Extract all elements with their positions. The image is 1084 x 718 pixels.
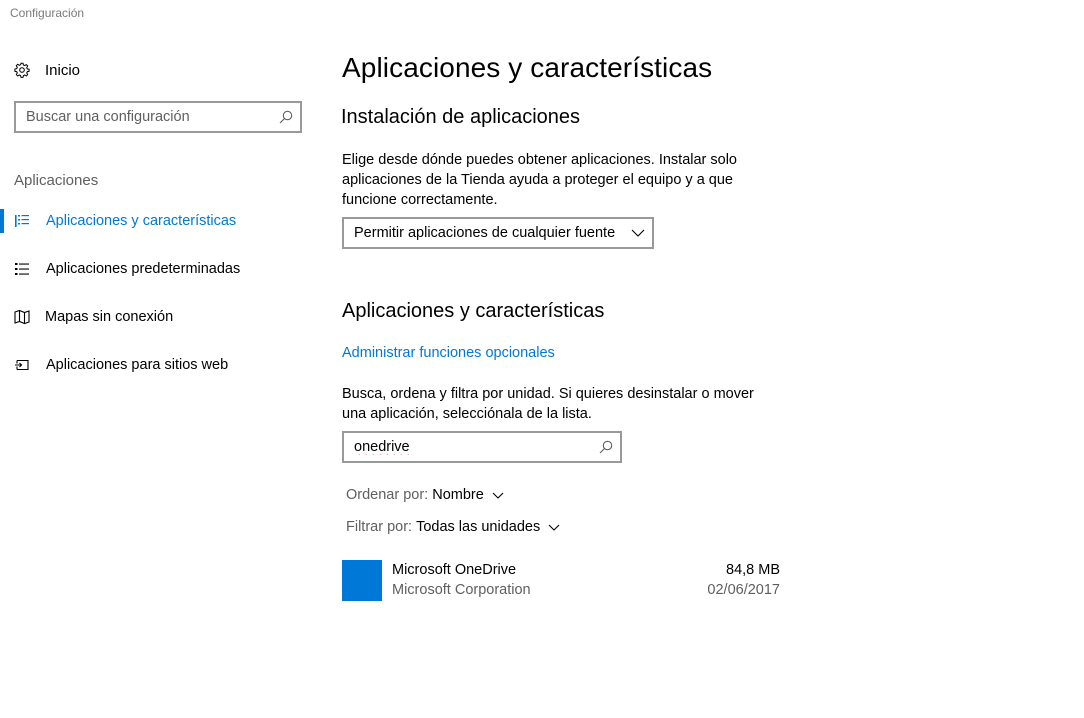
settings-search-input[interactable] [26,109,272,125]
default-apps-icon [14,261,30,277]
sort-label: Ordenar por: [346,487,429,503]
home-label: Inicio [45,61,81,79]
app-search-input[interactable] [354,439,592,455]
web-apps-icon [14,357,30,373]
filter-value: Todas las unidades [416,519,541,535]
apps-heading: Aplicaciones y características [342,300,605,322]
app-source-dropdown[interactable] [342,217,654,249]
selection-indicator [0,209,4,233]
sidebar-item-label: Aplicaciones y características [46,213,237,229]
chevron-down-icon [548,519,560,535]
app-size: 84,8 MB [726,562,780,578]
page-title: Aplicaciones y características [342,52,713,83]
filter-label: Filtrar por: [346,519,413,535]
app-search-box[interactable] [342,431,622,463]
sort-value: Nombre [432,487,484,503]
app-list-item[interactable] [342,560,782,602]
app-tile-icon [342,560,382,601]
dropdown-value: Permitir aplicaciones de cualquier fuente [354,225,616,241]
gear-icon [14,62,30,78]
settings-search-box[interactable] [14,101,302,133]
apps-features-icon [14,213,30,229]
chevron-down-icon [492,487,504,503]
filter-by-control[interactable] [346,516,560,538]
sidebar [0,0,320,718]
app-name: Microsoft OneDrive [392,562,517,578]
sidebar-item-apps-features[interactable] [0,201,320,241]
manage-optional-features-link[interactable]: Administrar funciones opcionales [342,345,555,361]
apps-description: Busca, ordena y filtra por unidad. Si quieres desinstalar o mover una aplicación, selecciónala de la lista. [342,386,754,422]
install-description: Elige desde dónde puedes obtener aplicaciones. Instalar solo aplicaciones de la Tienda ayuda a proteger el equipo y a que funcione correctamente. [342,152,737,208]
chevron-down-icon [624,229,652,237]
app-publisher: Microsoft Corporation [392,582,531,598]
install-heading: Instalación de aplicaciones [341,106,581,128]
sidebar-item-web-apps[interactable] [0,345,320,385]
map-icon [14,309,30,325]
sidebar-item-offline-maps[interactable] [0,297,320,337]
home-nav-item[interactable] [14,58,80,82]
sidebar-item-label: Mapas sin conexión [45,309,174,325]
sidebar-item-default-apps[interactable] [0,249,320,289]
search-icon[interactable] [272,110,300,124]
sidebar-item-label: Aplicaciones predeterminadas [46,261,241,277]
app-date: 02/06/2017 [707,582,780,598]
search-icon[interactable] [592,440,620,454]
window-title: Configuración [10,6,85,20]
sidebar-item-label: Aplicaciones para sitios web [46,357,229,373]
sort-by-control[interactable] [346,484,504,506]
section-label-apps: Aplicaciones [14,172,99,189]
